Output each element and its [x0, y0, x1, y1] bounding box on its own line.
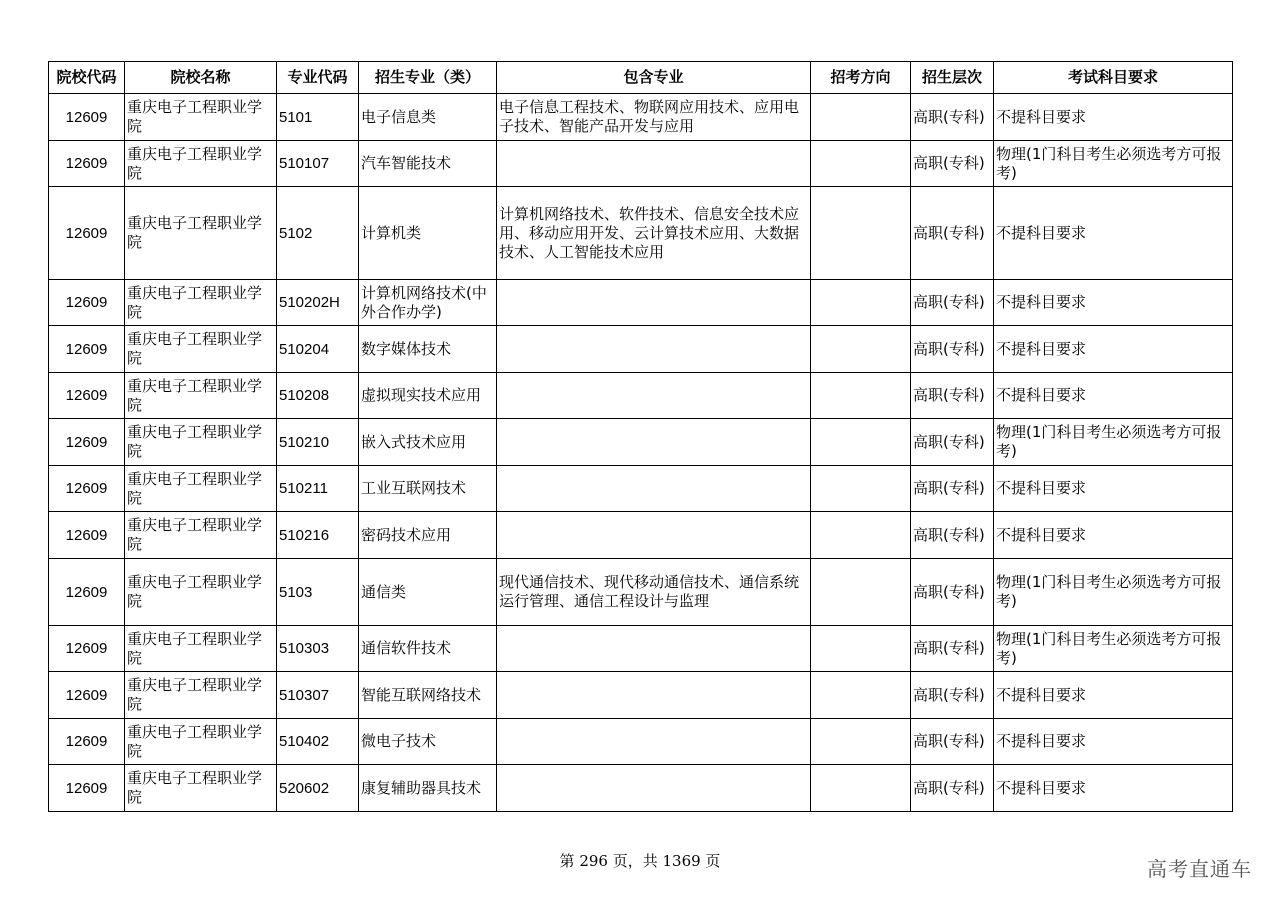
- table-header-row: [49, 62, 1233, 94]
- table-row: [49, 419, 1233, 466]
- cell-school-code: 12609: [49, 672, 125, 719]
- enrollment-table: [48, 61, 1233, 812]
- cell-level: 高职(专科): [911, 672, 994, 719]
- cell-included-majors: [497, 326, 811, 373]
- cell-direction: [811, 419, 911, 466]
- cell-direction: [811, 94, 911, 141]
- cell-direction: [811, 187, 911, 280]
- cell-requirement: 不提科目要求: [994, 280, 1233, 326]
- cell-level: 高职(专科): [911, 373, 994, 419]
- cell-school-code: 12609: [49, 373, 125, 419]
- cell-major-code: 510210: [277, 419, 359, 466]
- cell-included-majors: 现代通信技术、现代移动通信技术、通信系统运行管理、通信工程设计与监理: [497, 559, 811, 626]
- cell-requirement: 不提科目要求: [994, 512, 1233, 559]
- watermark: 高考直通车: [1147, 857, 1252, 881]
- cell-direction: [811, 626, 911, 672]
- cell-school-name: 重庆电子工程职业学院: [125, 512, 277, 559]
- cell-included-majors: [497, 719, 811, 765]
- cell-requirement: 不提科目要求: [994, 466, 1233, 512]
- cell-school-code: 12609: [49, 419, 125, 466]
- cell-school-name: 重庆电子工程职业学院: [125, 373, 277, 419]
- cell-major: 计算机网络技术(中外合作办学): [359, 280, 497, 326]
- cell-included-majors: [497, 419, 811, 466]
- cell-school-code: 12609: [49, 280, 125, 326]
- cell-school-name: 重庆电子工程职业学院: [125, 280, 277, 326]
- cell-school-name: 重庆电子工程职业学院: [125, 559, 277, 626]
- cell-direction: [811, 326, 911, 373]
- cell-school-code: 12609: [49, 326, 125, 373]
- cell-school-code: 12609: [49, 719, 125, 765]
- cell-major: 康复辅助器具技术: [359, 765, 497, 812]
- table-row: [49, 141, 1233, 187]
- header-requirement: 考试科目要求: [994, 62, 1233, 94]
- cell-school-code: 12609: [49, 559, 125, 626]
- cell-major-code: 520602: [277, 765, 359, 812]
- cell-direction: [811, 141, 911, 187]
- table-row: [49, 466, 1233, 512]
- cell-requirement: 不提科目要求: [994, 94, 1233, 141]
- cell-requirement: 不提科目要求: [994, 672, 1233, 719]
- cell-direction: [811, 765, 911, 812]
- cell-school-name: 重庆电子工程职业学院: [125, 187, 277, 280]
- cell-level: 高职(专科): [911, 626, 994, 672]
- cell-school-code: 12609: [49, 187, 125, 280]
- cell-included-majors: [497, 466, 811, 512]
- cell-school-name: 重庆电子工程职业学院: [125, 672, 277, 719]
- cell-included-majors: [497, 672, 811, 719]
- cell-requirement: 物理(1门科目考生必须选考方可报考): [994, 141, 1233, 187]
- cell-school-code: 12609: [49, 626, 125, 672]
- cell-requirement: 不提科目要求: [994, 187, 1233, 280]
- cell-major-code: 510107: [277, 141, 359, 187]
- cell-direction: [811, 280, 911, 326]
- cell-level: 高职(专科): [911, 94, 994, 141]
- header-major: 招生专业（类）: [359, 62, 497, 94]
- cell-direction: [811, 466, 911, 512]
- cell-major: 密码技术应用: [359, 512, 497, 559]
- table-row: [49, 94, 1233, 141]
- table-row: [49, 373, 1233, 419]
- cell-major: 通信软件技术: [359, 626, 497, 672]
- cell-school-name: 重庆电子工程职业学院: [125, 94, 277, 141]
- cell-school-code: 12609: [49, 765, 125, 812]
- cell-included-majors: 计算机网络技术、软件技术、信息安全技术应用、移动应用开发、云计算技术应用、大数据技术、人工智能技术应用: [497, 187, 811, 280]
- cell-included-majors: [497, 373, 811, 419]
- cell-major-code: 510202H: [277, 280, 359, 326]
- cell-direction: [811, 719, 911, 765]
- cell-school-name: 重庆电子工程职业学院: [125, 419, 277, 466]
- cell-major-code: 510402: [277, 719, 359, 765]
- cell-direction: [811, 672, 911, 719]
- cell-requirement: 物理(1门科目考生必须选考方可报考): [994, 559, 1233, 626]
- header-school-code: 院校代码: [49, 62, 125, 94]
- table-row: [49, 719, 1233, 765]
- table-row: [49, 187, 1233, 280]
- cell-major-code: 510204: [277, 326, 359, 373]
- cell-level: 高职(专科): [911, 326, 994, 373]
- cell-major: 数字媒体技术: [359, 326, 497, 373]
- cell-included-majors: [497, 512, 811, 559]
- cell-school-name: 重庆电子工程职业学院: [125, 141, 277, 187]
- cell-level: 高职(专科): [911, 466, 994, 512]
- header-major-code: 专业代码: [277, 62, 359, 94]
- cell-school-name: 重庆电子工程职业学院: [125, 466, 277, 512]
- cell-major-code: 510303: [277, 626, 359, 672]
- table-row: [49, 512, 1233, 559]
- cell-major-code: 510216: [277, 512, 359, 559]
- cell-included-majors: 电子信息工程技术、物联网应用技术、应用电子技术、智能产品开发与应用: [497, 94, 811, 141]
- cell-major: 智能互联网络技术: [359, 672, 497, 719]
- cell-included-majors: [497, 280, 811, 326]
- cell-requirement: 不提科目要求: [994, 373, 1233, 419]
- cell-requirement: 不提科目要求: [994, 326, 1233, 373]
- table-row: [49, 559, 1233, 626]
- header-level: 招生层次: [911, 62, 994, 94]
- header-direction: 招考方向: [811, 62, 911, 94]
- cell-school-code: 12609: [49, 512, 125, 559]
- cell-requirement: 不提科目要求: [994, 765, 1233, 812]
- table-row: [49, 626, 1233, 672]
- cell-direction: [811, 512, 911, 559]
- cell-major: 电子信息类: [359, 94, 497, 141]
- header-school-name: 院校名称: [125, 62, 277, 94]
- cell-direction: [811, 373, 911, 419]
- cell-included-majors: [497, 765, 811, 812]
- cell-level: 高职(专科): [911, 280, 994, 326]
- table-row: [49, 280, 1233, 326]
- cell-major-code: 5102: [277, 187, 359, 280]
- cell-school-name: 重庆电子工程职业学院: [125, 326, 277, 373]
- cell-requirement: 不提科目要求: [994, 719, 1233, 765]
- cell-major: 汽车智能技术: [359, 141, 497, 187]
- cell-major-code: 510208: [277, 373, 359, 419]
- cell-included-majors: [497, 141, 811, 187]
- cell-included-majors: [497, 626, 811, 672]
- cell-major: 微电子技术: [359, 719, 497, 765]
- cell-school-code: 12609: [49, 466, 125, 512]
- cell-level: 高职(专科): [911, 765, 994, 812]
- cell-major-code: 510307: [277, 672, 359, 719]
- cell-major-code: 510211: [277, 466, 359, 512]
- cell-direction: [811, 559, 911, 626]
- cell-major-code: 5103: [277, 559, 359, 626]
- table-row: [49, 672, 1233, 719]
- cell-requirement: 物理(1门科目考生必须选考方可报考): [994, 626, 1233, 672]
- table-row: [49, 765, 1233, 812]
- cell-school-name: 重庆电子工程职业学院: [125, 626, 277, 672]
- cell-level: 高职(专科): [911, 419, 994, 466]
- cell-major: 工业互联网技术: [359, 466, 497, 512]
- cell-school-name: 重庆电子工程职业学院: [125, 765, 277, 812]
- cell-school-code: 12609: [49, 94, 125, 141]
- cell-level: 高职(专科): [911, 512, 994, 559]
- cell-level: 高职(专科): [911, 187, 994, 280]
- cell-level: 高职(专科): [911, 719, 994, 765]
- cell-major-code: 5101: [277, 94, 359, 141]
- cell-requirement: 物理(1门科目考生必须选考方可报考): [994, 419, 1233, 466]
- cell-major: 虚拟现实技术应用: [359, 373, 497, 419]
- cell-level: 高职(专科): [911, 141, 994, 187]
- header-included-majors: 包含专业: [497, 62, 811, 94]
- cell-school-name: 重庆电子工程职业学院: [125, 719, 277, 765]
- cell-level: 高职(专科): [911, 559, 994, 626]
- table-row: [49, 326, 1233, 373]
- cell-major: 嵌入式技术应用: [359, 419, 497, 466]
- cell-major: 计算机类: [359, 187, 497, 280]
- cell-major: 通信类: [359, 559, 497, 626]
- table-body: [49, 94, 1233, 812]
- page-footer: 第 296 页，共 1369 页: [559, 852, 721, 870]
- cell-school-code: 12609: [49, 141, 125, 187]
